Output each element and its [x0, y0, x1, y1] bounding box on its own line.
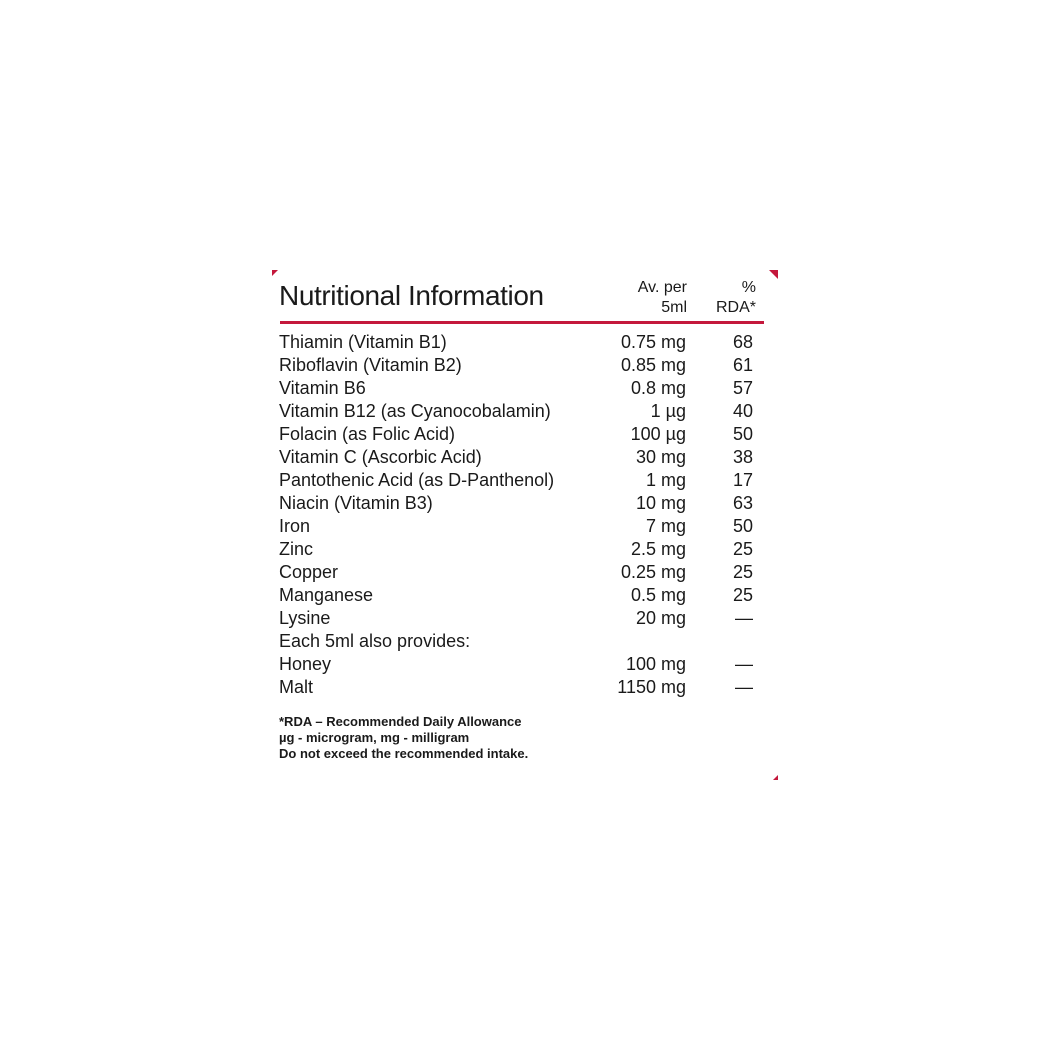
nutrient-name: Niacin (Vitamin B3) — [279, 493, 433, 513]
nutrient-name: Iron — [279, 516, 311, 536]
table-row — [279, 584, 759, 607]
rda-column-header — [716, 278, 756, 318]
amount-header-line1: Av. per — [637, 279, 687, 296]
nutrient-name: Pantothenic Acid (as D-Panthenol) — [279, 470, 555, 490]
table-row — [279, 354, 759, 377]
rda-header-line2: RDA* — [715, 299, 756, 316]
nutrient-rda: 61 — [732, 355, 753, 375]
footnote-rda-definition: *RDA – Recommended Daily Allowance — [279, 714, 522, 729]
header-divider — [280, 321, 764, 324]
nutrient-rda: 57 — [732, 378, 753, 398]
nutrient-amount: 0.85 mg — [620, 355, 686, 375]
nutrient-rda: 17 — [732, 470, 753, 490]
nutrient-amount: 0.8 mg — [630, 378, 686, 398]
nutrient-name: Vitamin B12 (as Cyanocobalamin) — [279, 401, 551, 421]
nutrient-amount: 7 mg — [645, 516, 686, 536]
nutrient-amount: 0.75 mg — [620, 332, 686, 352]
nutrient-amount: 100 µg — [630, 424, 686, 444]
nutrient-amount: 10 mg — [635, 493, 686, 513]
nutrition-panel — [272, 270, 778, 780]
table-row — [279, 400, 759, 423]
panel-title: Nutritional Information — [279, 280, 544, 311]
table-row — [279, 492, 759, 515]
nutrient-table — [279, 331, 759, 699]
footnote-units: µg - microgram, mg - milligram — [279, 730, 470, 745]
nutrient-name: Vitamin B6 — [279, 378, 366, 398]
nutrient-rda: 25 — [732, 539, 753, 559]
corner-mark-bottom-right — [773, 775, 778, 780]
table-row — [279, 607, 759, 630]
nutrient-amount: 2.5 mg — [630, 539, 686, 559]
footnote-warning: Do not exceed the recommended intake. — [279, 746, 529, 761]
nutrient-rda: 50 — [732, 516, 753, 536]
nutrient-rda: 25 — [732, 585, 753, 605]
nutrient-amount: 100 mg — [625, 654, 686, 674]
table-row — [279, 469, 759, 492]
amount-column-header — [638, 278, 687, 318]
table-row — [279, 423, 759, 446]
nutrient-name: Copper — [279, 562, 339, 582]
nutrient-amount: 30 mg — [635, 447, 686, 467]
nutrient-rda: — — [735, 677, 753, 697]
nutrient-name: Vitamin C (Ascorbic Acid) — [279, 447, 482, 467]
nutrient-amount: 1 µg — [650, 401, 686, 421]
rda-header-line1: % — [741, 279, 756, 296]
table-row — [279, 561, 759, 584]
nutrient-name: Lysine — [279, 608, 331, 628]
section-label: Each 5ml also provides: — [279, 631, 471, 651]
table-row — [279, 331, 759, 354]
corner-mark-top-right — [769, 270, 778, 279]
nutrient-rda: — — [735, 608, 753, 628]
nutrient-amount: 0.25 mg — [620, 562, 686, 582]
nutrient-name: Riboflavin (Vitamin B2) — [279, 355, 462, 375]
nutrient-name: Zinc — [279, 539, 314, 559]
table-row — [279, 515, 759, 538]
nutrient-amount: 0.5 mg — [630, 585, 686, 605]
nutrient-name: Thiamin (Vitamin B1) — [279, 332, 447, 352]
table-section-label-row — [279, 630, 759, 653]
corner-mark-top-left — [272, 270, 278, 276]
nutrient-rda: 25 — [732, 562, 753, 582]
nutrient-rda: 63 — [732, 493, 753, 513]
nutrient-amount: 1150 mg — [617, 677, 686, 697]
nutrient-rda: — — [735, 654, 753, 674]
table-row — [279, 377, 759, 400]
nutrient-name: Manganese — [279, 585, 374, 605]
footnotes — [279, 714, 528, 762]
nutrient-rda: 38 — [732, 447, 753, 467]
nutrient-rda: 50 — [732, 424, 753, 444]
table-row — [279, 676, 759, 699]
nutrient-rda: 40 — [732, 401, 753, 421]
table-row — [279, 653, 759, 676]
amount-header-line2: 5ml — [661, 299, 687, 316]
nutrient-amount: 20 mg — [635, 608, 686, 628]
nutrient-name: Folacin (as Folic Acid) — [279, 424, 456, 444]
table-row — [279, 538, 759, 561]
nutrient-name: Malt — [279, 677, 314, 697]
nutrient-rda: 68 — [732, 332, 753, 352]
nutrient-name: Honey — [279, 654, 332, 674]
table-row — [279, 446, 759, 469]
nutrient-amount: 1 mg — [645, 470, 686, 490]
